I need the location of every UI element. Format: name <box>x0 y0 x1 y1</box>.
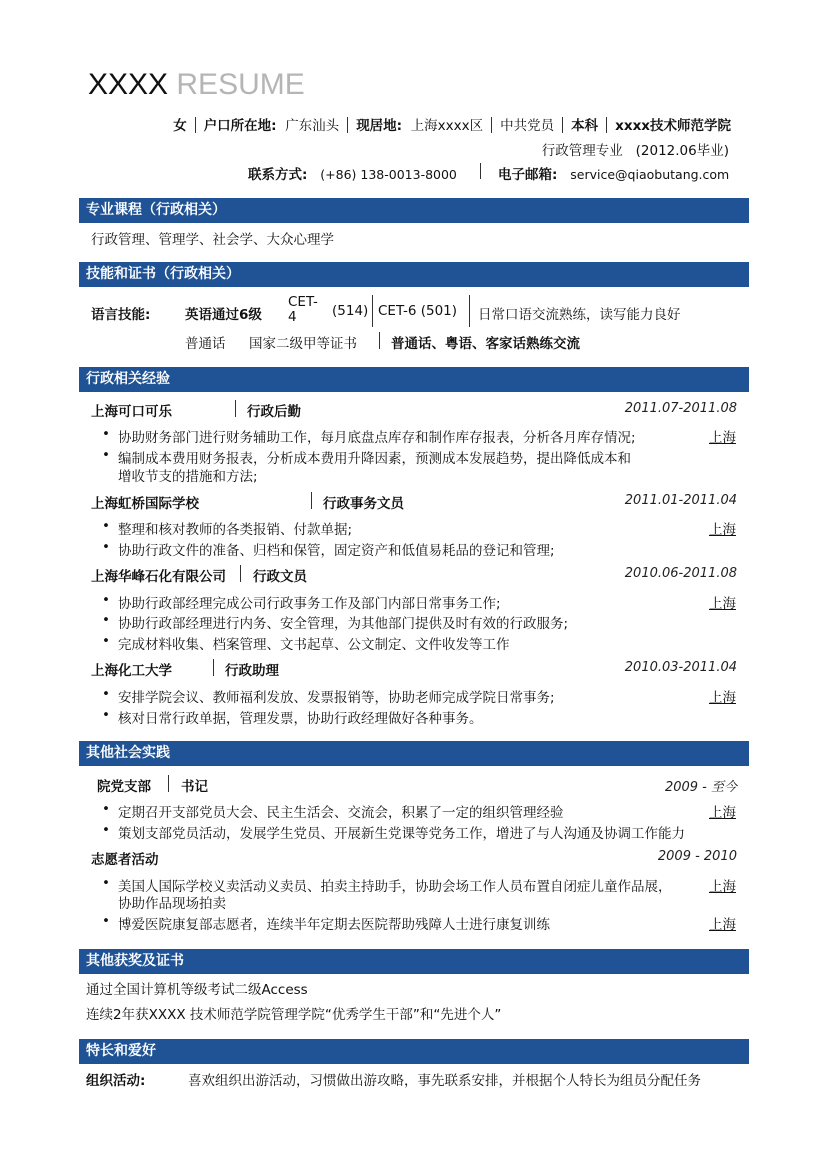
major-line <box>542 139 729 159</box>
residence-value: 上海xxxx区 <box>410 118 484 134</box>
list-item: • 博爱医院康复部志愿者，连续半年定期去医院帮助残障人士进行康复训练 <box>104 913 550 933</box>
list-item: • 定期召开支部党员大会、民主生活会、交流会，积累了一定的组织管理经验 <box>104 801 564 821</box>
phone: (+86) 138-0013-8000 <box>320 167 457 182</box>
hukou-label: 户口所在地: <box>203 118 277 134</box>
resume-word: RESUME <box>176 68 305 101</box>
list-item: • 协助行政部经理完成公司行政事务工作及部门内部日常事务工作; <box>104 592 501 612</box>
section-hobbies: 特长和爱好 <box>79 1039 749 1064</box>
exp-role: 行政文员 <box>253 569 307 585</box>
exp-divider <box>240 565 241 582</box>
resume-title <box>88 68 305 102</box>
exp-org: 上海华峰石化有限公司 <box>91 569 226 585</box>
courses-text: 行政管理、管理学、社会学、大众心理学 <box>91 232 334 248</box>
email: service@qiaobutang.com <box>570 167 730 182</box>
exp-role: 行政助理 <box>225 663 279 679</box>
list-item: • 核对日常行政单据，管理发票，协助行政经理做好各种事务。 <box>104 707 483 727</box>
location-link[interactable]: 上海 <box>709 430 736 446</box>
section-practice: 其他社会实践 <box>79 741 749 766</box>
practice-date: 2009 - 至今 <box>664 780 737 795</box>
cet6: CET-6 (501) <box>378 303 458 319</box>
cet4-a: CET- <box>288 294 318 310</box>
dialects: 普通话、粤语、客家话熟练交流 <box>391 336 580 352</box>
email-line <box>498 163 729 183</box>
grad-date: (2012.06毕业) <box>635 143 729 159</box>
list-item-cont: 协助作品现场拍卖 <box>118 896 226 912</box>
section-experience: 行政相关经验 <box>79 367 749 392</box>
exp-role: 行政后勤 <box>247 404 301 420</box>
list-item: • 完成材料收集、档案管理、文书起草、公文制定、文件收发等工作 <box>104 633 510 653</box>
oral-skill: 日常口语交流熟练，读写能力良好 <box>478 307 681 323</box>
resume-name: XXXX <box>88 68 169 101</box>
list-item-cont: 增收节支的措施和方法; <box>118 469 258 485</box>
hukou-value: 广东汕头 <box>285 118 340 134</box>
exp-role: 行政事务文员 <box>323 496 404 512</box>
exp-org: 上海虹桥国际学校 <box>91 496 199 512</box>
degree: 本科 <box>571 118 599 134</box>
skills-divider-2 <box>469 295 470 327</box>
skills-divider-3 <box>379 332 380 349</box>
location-link[interactable]: 上海 <box>709 917 736 933</box>
practice-role: 书记 <box>181 779 208 795</box>
list-item: • 协助行政部经理进行内务、安全管理，为其他部门提供及时有效的行政服务; <box>104 612 568 632</box>
exp-date: 2010.03-2011.04 <box>624 660 737 675</box>
section-awards: 其他获奖及证书 <box>79 949 749 974</box>
residence-label: 现居地: <box>356 118 403 134</box>
exp-divider <box>311 492 312 509</box>
exp-org: 上海可口可乐 <box>91 404 172 420</box>
list-item: • 整理和核对教师的各类报销、付款单据; <box>104 518 352 538</box>
gender: 女 <box>173 118 187 134</box>
contact-line <box>248 163 457 183</box>
list-item: • 策划支部党员活动，发展学生党员、开展新生党课等党务工作，增进了与人沟通及协调工作能力 <box>104 822 685 842</box>
list-item: • 美国人国际学校义卖活动义卖员、拍卖主持助手，协助会场工作人员布置自闭症儿童作品展， <box>104 875 672 895</box>
section-courses: 专业课程（行政相关） <box>79 198 749 223</box>
lang-label: 语言技能: <box>91 307 151 323</box>
practice-org: 志愿者活动 <box>91 852 159 868</box>
contact-divider <box>480 163 481 179</box>
practice-date: 2009 - 2010 <box>657 849 737 864</box>
exp-date: 2011.01-2011.04 <box>624 493 737 508</box>
cet4 <box>288 295 318 325</box>
party: 中共党员 <box>500 118 555 134</box>
practice-divider <box>168 775 169 792</box>
exp-divider <box>235 400 236 417</box>
school: xxxx技术师范学院 <box>615 118 731 134</box>
award-item: 通过全国计算机等级考试二级Access <box>86 982 308 998</box>
section-skills: 技能和证书（行政相关） <box>79 262 749 287</box>
personal-info-line <box>173 114 731 134</box>
hobby-text: 喜欢组织出游活动，习惯做出游攻略，事先联系安排，并根据个人特长为组员分配任务 <box>188 1073 701 1089</box>
exp-divider <box>213 659 214 676</box>
list-item: • 编制成本费用财务报表，分析成本费用升降因素，预测成本发展趋势，提出降低成本和 <box>104 447 631 467</box>
contact-label: 联系方式: <box>248 167 308 183</box>
cet4-score: (514) <box>332 303 369 319</box>
hobby-label: 组织活动: <box>86 1073 146 1089</box>
cet-level: 英语通过6级 <box>185 307 262 323</box>
location-link[interactable]: 上海 <box>709 805 736 821</box>
email-label: 电子邮箱: <box>498 167 558 183</box>
putonghua-cert: 国家二级甲等证书 <box>249 336 357 352</box>
location-link[interactable]: 上海 <box>709 690 736 706</box>
list-item: • 协助财务部门进行财务辅助工作，每月底盘点库存和制作库存报表，分析各月库存情况; <box>104 426 636 446</box>
major: 行政管理专业 <box>541 143 623 159</box>
exp-org: 上海化工大学 <box>91 663 172 679</box>
location-link[interactable]: 上海 <box>709 596 736 612</box>
cet4-b: 4 <box>288 309 297 325</box>
exp-date: 2010.06-2011.08 <box>624 566 737 581</box>
skills-divider-1 <box>372 295 373 327</box>
list-item: • 安排学院会议、教师福利发放、发票报销等，协助老师完成学院日常事务; <box>104 686 555 706</box>
list-item: • 协助行政文件的准备、归档和保管，固定资产和低值易耗品的登记和管理; <box>104 539 555 559</box>
location-link[interactable]: 上海 <box>709 522 736 538</box>
practice-org: 院党支部 <box>97 779 151 795</box>
exp-date: 2011.07-2011.08 <box>624 401 737 416</box>
location-link[interactable]: 上海 <box>709 879 736 895</box>
award-item: 连续2年获XXXX 技术师范学院管理学院“优秀学生干部”和“先进个人” <box>86 1007 502 1023</box>
putonghua: 普通话 <box>185 336 226 352</box>
